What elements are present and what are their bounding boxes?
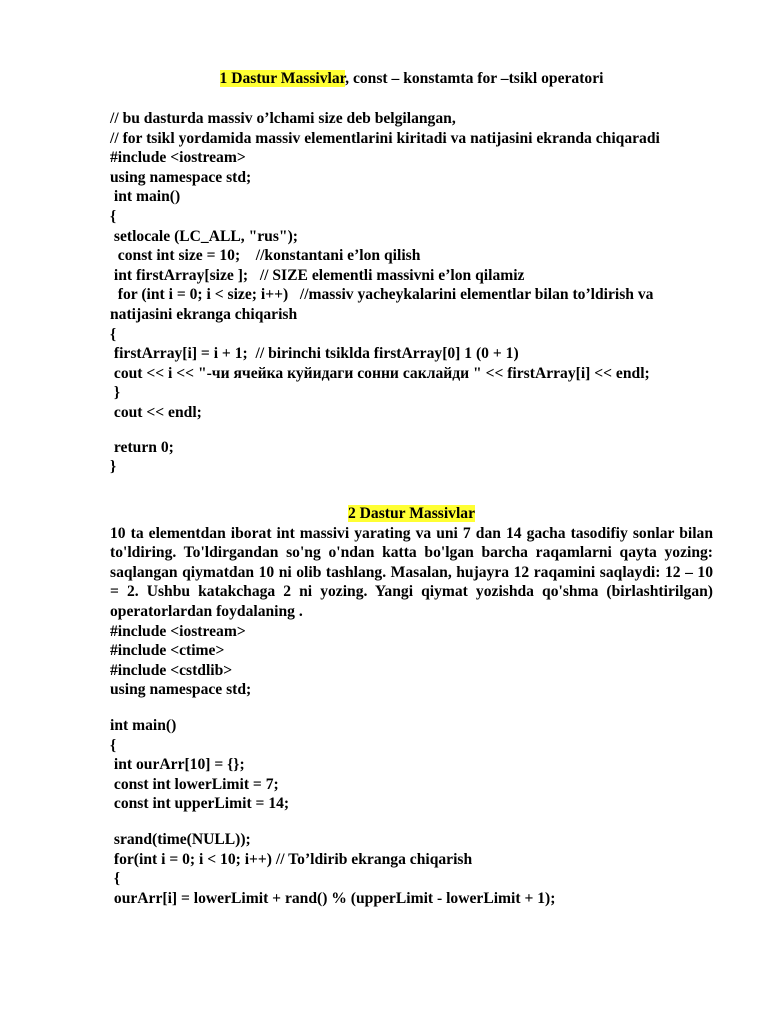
- code-line: ourArr[i] = lowerLimit + rand() % (upperLimit - lowerLimit + 1);: [110, 889, 556, 907]
- code-line: for(int i = 0; i < 10; i++) // To’ldirib ekranga chiqarish: [110, 850, 473, 868]
- code-line: const int upperLimit = 14;: [110, 795, 290, 813]
- section2-loop: [110, 830, 713, 908]
- code-line: cout << i << "-чи ячейка куйидаги сонни саклайди " << firstArray[i] << endl;: [110, 364, 650, 382]
- code-line: const int size = 10; //konstantani e’lon qilish: [110, 247, 421, 265]
- code-line: }: [110, 384, 121, 402]
- code-line: int ourArr[10] = {};: [110, 756, 245, 774]
- code-line: #include <cstdlib>: [110, 661, 233, 679]
- document-page: [110, 68, 713, 908]
- code-line: srand(time(NULL));: [110, 831, 251, 848]
- section2-title: [110, 503, 713, 524]
- section2-includes: [110, 622, 713, 700]
- code-line: setlocale (LC_ALL, "rus");: [110, 227, 298, 245]
- code-line: using namespace std;: [110, 168, 252, 186]
- code-line: }: [110, 458, 117, 476]
- code-line: {: [110, 325, 117, 343]
- code-line: const int lowerLimit = 7;: [110, 775, 279, 793]
- section1-title-highlight: 1 Dastur Massivlar: [219, 70, 346, 87]
- code-line: int main(): [110, 188, 181, 206]
- code-line: for (int i = 0; i < size; i++) //massiv yacheykalarini elementlar bilan to’ldirish va natijasini ekranga chiqarish: [110, 286, 658, 323]
- code-line: cout << endl;: [110, 403, 202, 421]
- code-line: {: [110, 870, 121, 888]
- section2-title-highlight: 2 Dastur Massivlar: [347, 504, 476, 522]
- section1-code-end: [110, 438, 713, 477]
- code-line: #include <iostream>: [110, 622, 246, 640]
- code-line: // bu dasturda massiv o’lchami size deb belgilangan,: [110, 110, 456, 127]
- code-line: firstArray[i] = i + 1; // birinchi tsiklda firstArray[0] 1 (0 + 1): [110, 345, 519, 363]
- code-line: int firstArray[size ]; // SIZE elementli massivni e’lon qilamiz: [110, 266, 525, 284]
- section2-main: [110, 716, 713, 814]
- section1-title: [110, 68, 713, 89]
- section1-code: [110, 109, 713, 423]
- code-line: {: [110, 207, 117, 225]
- section1-title-rest: , const – konstamta for –tsikl operatori: [345, 70, 604, 87]
- code-line: return 0;: [110, 438, 174, 456]
- code-line: #include <ctime>: [110, 642, 225, 660]
- code-line: using namespace std;: [110, 681, 252, 699]
- section2-description: 10 ta elementdan iborat int massivi yarating va uni 7 dan 14 gacha tasodifiy sonlar bilan to'ldiring. To'ldirgandan so'ng o'ndan katta bo'lgan barcha raqamlarni qayta yozing: saqlangan qiymatdan 10 ni olib tashlang. Masalan, hujayra 12 raqamini saqlaydi: 12 – 10 = 2. Ushbu katakchaga 2 ni yozing. Yangi qiymat yozishda qo'shma (birlashtirilgan) operatorlardan foydalaning .: [110, 524, 713, 621]
- code-line: int main(): [110, 717, 177, 735]
- code-line: // for tsikl yordamida massiv elementlarini kiritadi va natijasini ekranda chiqaradi: [110, 129, 660, 147]
- code-line: {: [110, 736, 117, 754]
- code-line: #include <iostream>: [110, 149, 246, 167]
